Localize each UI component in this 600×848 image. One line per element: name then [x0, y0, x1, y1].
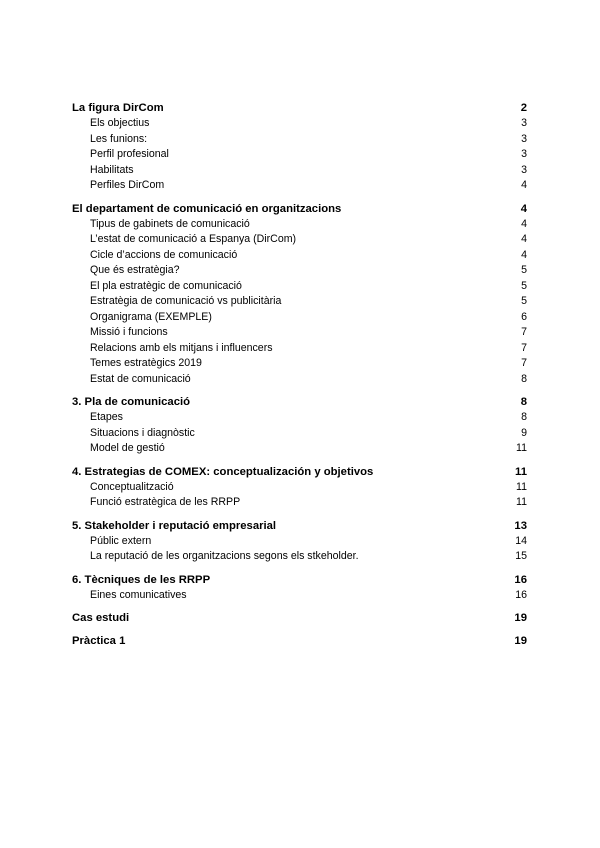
toc-subentry[interactable] — [72, 534, 527, 550]
toc-subentry-title: Cicle d’accions de comunicació — [90, 248, 238, 261]
toc-subentry-page-number: 15 — [515, 550, 527, 562]
toc-subentry-page-number: 4 — [521, 217, 527, 230]
toc-section — [72, 610, 527, 626]
toc-heading-entry[interactable] — [72, 572, 527, 588]
table-of-contents — [72, 100, 527, 656]
toc-subentry-page-number: 5 — [521, 279, 527, 292]
toc-subentry[interactable] — [72, 217, 527, 233]
toc-section — [72, 464, 527, 511]
toc-heading-page-number: 4 — [520, 202, 527, 215]
toc-section — [72, 201, 527, 388]
toc-subentry-title: Tipus de gabinets de comunicació — [90, 217, 250, 230]
toc-heading-entry[interactable] — [72, 201, 527, 217]
toc-subentry-page-number: 3 — [521, 132, 527, 145]
toc-heading-title: 4. Estrategias de COMEX: conceptualización y objetivos — [72, 465, 374, 478]
toc-subentry-page-number: 7 — [521, 341, 527, 354]
toc-heading-entry[interactable] — [72, 100, 527, 116]
toc-subentry-page-number: 4 — [521, 248, 527, 261]
toc-subentry-page-number: 7 — [521, 326, 527, 338]
toc-subentry-page-number: 3 — [521, 117, 527, 129]
toc-subentry[interactable] — [72, 372, 527, 388]
toc-heading-title: Cas estudi — [72, 612, 130, 624]
toc-heading-title: El departament de comunicació en organitzacions — [72, 202, 342, 215]
toc-subentry-page-number: 8 — [521, 372, 527, 385]
toc-subentry[interactable] — [72, 426, 527, 442]
toc-subentry-title: Missió i funcions — [90, 326, 168, 338]
toc-subentry[interactable] — [72, 263, 527, 279]
toc-heading-entry[interactable] — [72, 633, 527, 649]
toc-section — [72, 633, 527, 649]
toc-subentry-title: Model de gestió — [90, 442, 165, 454]
toc-heading-page-number: 11 — [515, 465, 527, 478]
toc-subentry-page-number: 7 — [521, 357, 527, 369]
toc-subentry[interactable] — [72, 325, 527, 341]
toc-subentry-title: Etapes — [90, 411, 123, 423]
toc-heading-title: La figura DirCom — [72, 102, 164, 114]
toc-subentry[interactable] — [72, 248, 527, 264]
toc-subentry-page-number: 9 — [521, 426, 527, 439]
toc-subentry-title: Estratègia de comunicació vs publicitària — [90, 295, 282, 307]
toc-subentry-title: Conceptualització — [90, 480, 174, 493]
toc-heading-title: 5. Stakeholder i reputació empresarial — [72, 519, 277, 532]
toc-heading-entry[interactable] — [72, 464, 527, 480]
toc-subentry-title: Habilitats — [90, 163, 134, 176]
toc-subentry-page-number: 14 — [515, 534, 527, 547]
toc-subentry[interactable] — [72, 294, 527, 310]
toc-heading-page-number: 19 — [514, 612, 527, 624]
toc-subentry-title: Situacions i diagnòstic — [90, 426, 195, 439]
toc-subentry-title: Organigrama (EXEMPLE) — [90, 310, 212, 323]
toc-subentry-page-number: 11 — [516, 442, 527, 454]
toc-subentry-title: El pla estratègic de comunicació — [90, 279, 242, 292]
toc-subentry[interactable] — [72, 341, 527, 357]
toc-subentry-page-number: 4 — [521, 233, 527, 245]
toc-subentry-title: Eines comunicatives — [90, 588, 187, 601]
toc-subentry-page-number: 11 — [516, 480, 527, 493]
toc-subentry-title: Els objectius — [90, 117, 150, 129]
toc-subentry-title: Perfil profesional — [90, 148, 169, 160]
toc-subentry[interactable] — [72, 232, 527, 248]
toc-subentry-title: L’estat de comunicació a Espanya (DirCom) — [90, 233, 297, 245]
toc-heading-page-number: 2 — [520, 102, 527, 114]
toc-subentry[interactable] — [72, 410, 527, 426]
toc-section — [72, 394, 527, 457]
toc-subentry-page-number: 5 — [521, 264, 527, 276]
toc-subentry[interactable] — [72, 163, 527, 179]
toc-heading-title: 6. Tècniques de les RRPP — [72, 573, 211, 586]
toc-heading-page-number: 13 — [514, 519, 527, 532]
toc-subentry-title: Relacions amb els mitjans i influencers — [90, 341, 273, 354]
toc-subentry[interactable] — [72, 588, 527, 604]
toc-subentry-title: Estat de comunicació — [90, 372, 191, 385]
toc-subentry-title: Que és estratègia? — [90, 264, 180, 276]
toc-subentry-page-number: 4 — [521, 179, 527, 191]
toc-heading-title: 3. Pla de comunicació — [72, 396, 191, 408]
toc-subentry-title: Temes estratègics 2019 — [90, 357, 202, 369]
toc-subentry-page-number: 11 — [516, 496, 527, 508]
toc-subentry-page-number: 3 — [521, 148, 527, 160]
toc-subentry-page-number: 16 — [515, 588, 527, 601]
toc-subentry-page-number: 3 — [521, 163, 527, 176]
toc-subentry[interactable] — [72, 132, 527, 148]
toc-section — [72, 100, 527, 194]
toc-subentry-title: La reputació de les organitzacions segons els stkeholder. — [90, 550, 359, 562]
toc-subentry-title: Públic extern — [90, 534, 152, 547]
toc-subentry-title: Les funions: — [90, 132, 148, 145]
toc-subentry[interactable] — [72, 356, 527, 372]
toc-heading-page-number: 16 — [514, 573, 527, 586]
toc-heading-entry[interactable] — [72, 394, 527, 410]
toc-subentry[interactable] — [72, 310, 527, 326]
toc-subentry[interactable] — [72, 147, 527, 163]
toc-subentry[interactable] — [72, 495, 527, 511]
toc-subentry[interactable] — [72, 279, 527, 295]
toc-subentry-title: Perfiles DirCom — [90, 179, 165, 191]
toc-heading-page-number: 19 — [514, 635, 527, 647]
toc-heading-entry[interactable] — [72, 610, 527, 626]
toc-heading-entry[interactable] — [72, 518, 527, 534]
toc-subentry[interactable] — [72, 178, 527, 194]
toc-heading-title: Pràctica 1 — [72, 635, 126, 647]
toc-subentry[interactable] — [72, 549, 527, 565]
toc-subentry-page-number: 5 — [521, 295, 527, 307]
toc-subentry-title: Funció estratègica de les RRPP — [90, 496, 241, 508]
toc-subentry[interactable] — [72, 480, 527, 496]
toc-subentry-page-number: 8 — [521, 411, 527, 423]
toc-section — [72, 572, 527, 604]
toc-subentry[interactable] — [72, 441, 527, 457]
toc-heading-page-number: 8 — [520, 396, 527, 408]
toc-subentry-page-number: 6 — [521, 310, 527, 323]
toc-section — [72, 518, 527, 565]
toc-subentry[interactable] — [72, 116, 527, 132]
